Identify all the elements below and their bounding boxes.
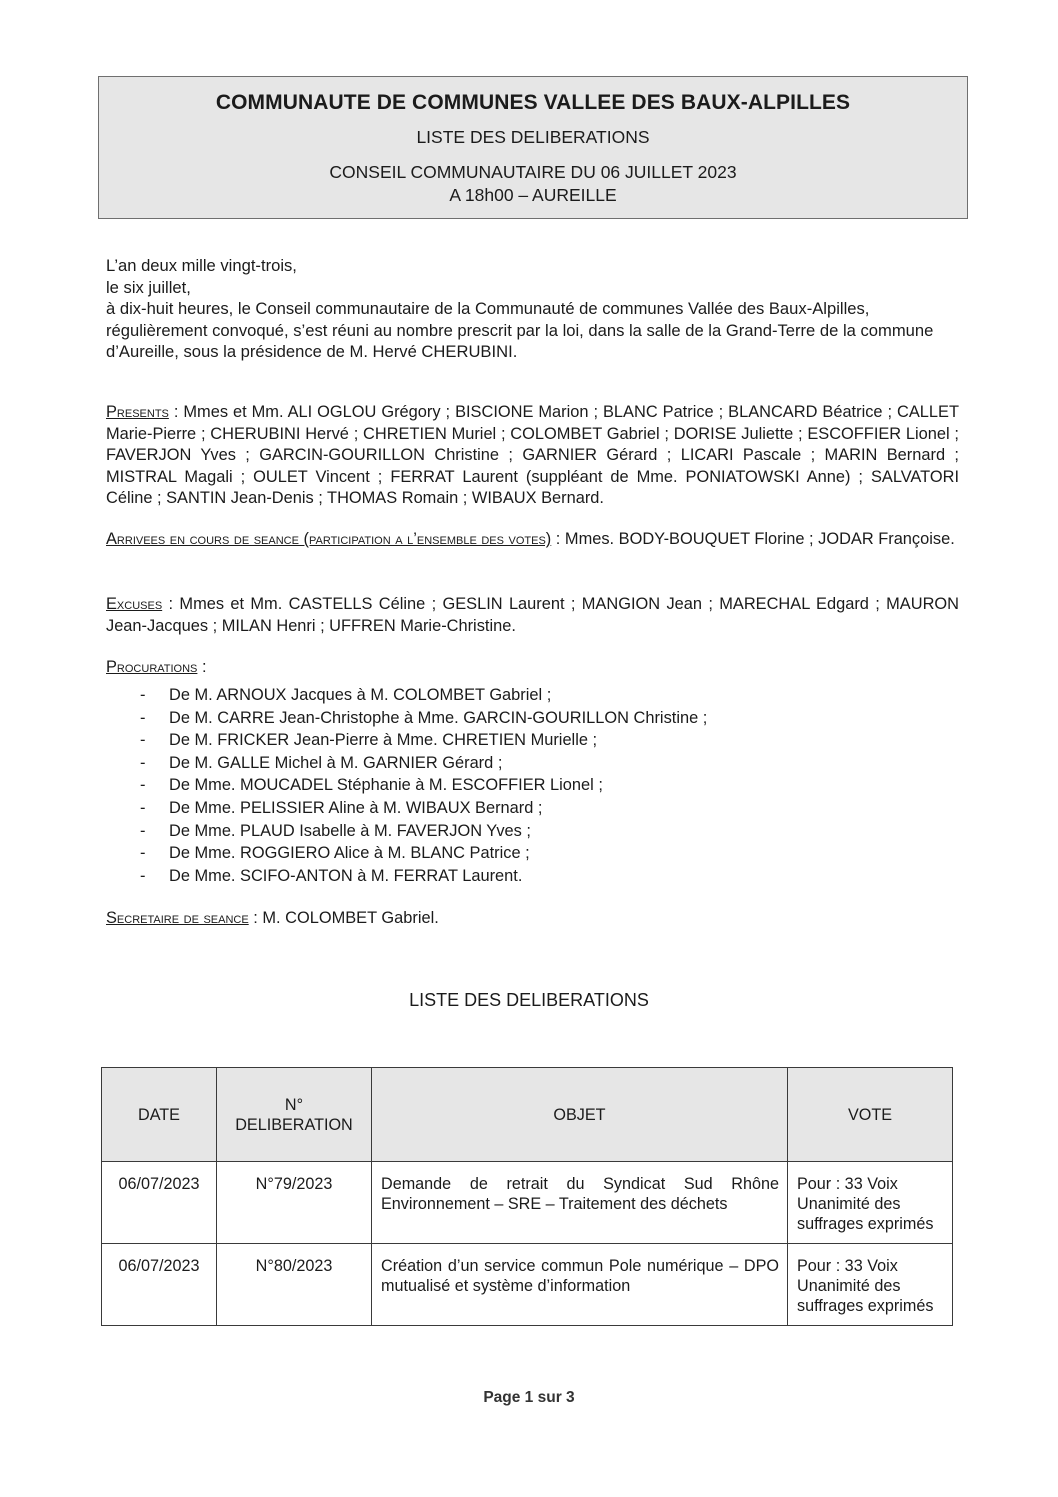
dash-bullet: - (140, 753, 146, 772)
presents-section: Presents : Mmes et Mm. ALI OGLOU Grégory ; BISCIONE Marion ; BLANC Patrice ; BLANCARD Béatrice ; CALLET Marie-Pierre ; CHERUBINI Hervé ; CHRETIEN Muriel ; COLOMBET Gabriel ; DORISE Juliette ; ESCOFFIER Lionel ; FAVERJON Yves ; GARCIN-GOURILLON Christine ; GARNIER Gérard ; LICARI Pascale ; MARIN Bernard ; MISTRAL Magali ; OULET Vincent ; FERRAT Laurent (suppléant de Mme. PONIATOWSKI Anne) ; SALVATORI Céline ; SANTIN Jean-Denis ; THOMAS Romain ; WIBAUX Bernard. (106, 403, 959, 507)
list-item (140, 865, 940, 888)
procuration-text: De M. ARNOUX Jacques à M. COLOMBET Gabriel ; (169, 686, 552, 704)
cell-date: 06/07/2023 (102, 1162, 217, 1244)
list-item (140, 842, 940, 865)
page-number: Page 1 sur 3 (483, 1389, 575, 1406)
cell-vote (788, 1244, 953, 1326)
header-vote: VOTE (788, 1068, 953, 1162)
header-box (98, 76, 968, 219)
procurations-heading: Procurations : (106, 658, 207, 676)
list-item (140, 797, 940, 820)
arrivees-text: Mmes. BODY-BOUQUET Florine ; JODAR Françoise. (564, 530, 955, 548)
cell-num: N°80/2023 (217, 1244, 372, 1326)
cell-vote (788, 1162, 953, 1244)
vote-result-cont: suffrages exprimés (797, 1215, 934, 1233)
procuration-text: De Mme. PLAUD Isabelle à M. FAVERJON Yves ; (169, 821, 531, 840)
cell-date: 06/07/2023 (102, 1244, 217, 1326)
intro-line-body: à dix-huit heures, le Conseil communautaire de la Communauté de communes Vallée des Baux-Alpilles, régulièrement convoqué, s’est réuni au nombre prescrit par la loi, dans la salle de la Grand-Terre de la commune d’Aureille, sous la présidence de M. Hervé CHERUBINI. (106, 299, 934, 361)
intro-paragraph (106, 255, 936, 363)
presents-text: Mmes et Mm. ALI OGLOU Grégory ; BISCIONE Marion ; BLANC Patrice ; BLANCARD Béatrice ; CALLET Marie-Pierre ; CHERUBINI Hervé ; CHRETIEN Muriel ; COLOMBET Gabriel ; DORISE Juliette ; ESCOFFIER Lionel ; FAVERJON Yves ; GARCIN-GOURILLON Christine ; GARNIER Gérard ; LICARI Pascale ; MARIN Bernard ; MISTRAL Magali ; OULET Vincent ; FERRAT Laurent (suppléant de Mme. PONIATOWSKI Anne) ; SALVATORI Céline ; SANTIN Jean-Denis ; THOMAS Romain ; WIBAUX Bernard. (106, 403, 959, 507)
arrivees-label: Arrivees en cours de seance (participation a l’ensemble des votes) (106, 530, 552, 548)
deliberations-table (101, 1067, 953, 1326)
table-row (102, 1244, 953, 1326)
cell-objet: Demande de retrait du Syndicat Sud Rhône Environnement – SRE – Traitement des déchets (372, 1162, 788, 1244)
header-date: DATE (102, 1068, 217, 1162)
list-item (140, 729, 940, 752)
dash-bullet: - (140, 708, 146, 727)
procuration-text: De M. CARRE Jean-Christophe à Mme. GARCIN-GOURILLON Christine ; (169, 708, 708, 727)
dash-bullet: - (140, 866, 146, 885)
table-header-row (102, 1068, 953, 1162)
list-item (140, 820, 940, 843)
intro-line-year: L’an deux mille vingt-trois, (106, 256, 297, 275)
procuration-text: De Mme. PELISSIER Aline à M. WIBAUX Bernard ; (169, 798, 543, 817)
procuration-text: De Mme. ROGGIERO Alice à M. BLANC Patrice ; (169, 844, 530, 863)
procuration-text: De M. GALLE Michel à M. GARNIER Gérard ; (169, 753, 503, 772)
excuses-section: Excuses : Mmes et Mm. CASTELLS Céline ; GESLIN Laurent ; MANGION Jean ; MARECHAL Edgard ; MAURON Jean-Jacques ; MILAN Henri ; UFFREN Marie-Christine. (106, 595, 959, 635)
dash-bullet: - (140, 821, 146, 840)
list-item (140, 707, 940, 730)
list-item (140, 684, 940, 707)
procuration-text: De M. FRICKER Jean-Pierre à Mme. CHRETIEN Murielle ; (169, 731, 598, 750)
page-title: COMMUNAUTE DE COMMUNES VALLEE DES BAUX-ALPILLES (215, 91, 851, 114)
secretaire-section: Secretaire de seance : M. COLOMBET Gabriel. (106, 909, 439, 927)
secretaire-text: M. COLOMBET Gabriel. (262, 909, 439, 927)
header-num-label: DELIBERATION (235, 1115, 353, 1134)
header-num-symbol: N° (284, 1095, 304, 1114)
dash-bullet: - (140, 798, 146, 817)
list-item (140, 774, 940, 797)
council-time-place: A 18h00 – AUREILLE (449, 185, 617, 205)
vote-result-cont: suffrages exprimés (797, 1297, 934, 1315)
dash-bullet: - (140, 731, 146, 750)
dash-bullet: - (140, 844, 146, 863)
page-subtitle: LISTE DES DELIBERATIONS (416, 127, 650, 147)
dash-bullet: - (140, 686, 146, 704)
cell-objet: Création d’un service commun Pole numérique – DPO mutualisé et système d’information (372, 1244, 788, 1326)
cell-num: N°79/2023 (217, 1162, 372, 1244)
vote-count: Pour : 33 Voix (797, 1175, 898, 1193)
procuration-text: De Mme. MOUCADEL Stéphanie à M. ESCOFFIER Lionel ; (169, 776, 603, 795)
arrivees-section: Arrivees en cours de seance (participation a l’ensemble des votes) : Mmes. BODY-BOUQUET Florine ; JODAR Françoise. (106, 530, 955, 548)
intro-line-day: le six juillet, (106, 277, 191, 297)
council-date: CONSEIL COMMUNAUTAIRE DU 06 JUILLET 2023 (329, 162, 737, 182)
procuration-text: De Mme. SCIFO-ANTON à M. FERRAT Laurent. (169, 866, 523, 885)
vote-result: Unanimité des (797, 1277, 901, 1295)
procurations-list (140, 684, 940, 887)
excuses-label: Excuses (106, 595, 163, 613)
secretaire-label: Secretaire de seance (106, 909, 249, 927)
header-num (217, 1068, 372, 1162)
dash-bullet: - (140, 776, 146, 795)
list-item (140, 752, 940, 775)
header-objet: OBJET (372, 1068, 788, 1162)
excuses-text: Mmes et Mm. CASTELLS Céline ; GESLIN Laurent ; MANGION Jean ; MARECHAL Edgard ; MAURON Jean-Jacques ; MILAN Henri ; UFFREN Marie-Christine. (106, 595, 959, 635)
vote-count: Pour : 33 Voix (797, 1257, 898, 1275)
procurations-label: Procurations (106, 658, 198, 676)
table-row (102, 1162, 953, 1244)
vote-result: Unanimité des (797, 1195, 901, 1213)
deliberations-list-title: LISTE DES DELIBERATIONS (409, 990, 649, 1010)
presents-label: Presents (106, 403, 169, 421)
